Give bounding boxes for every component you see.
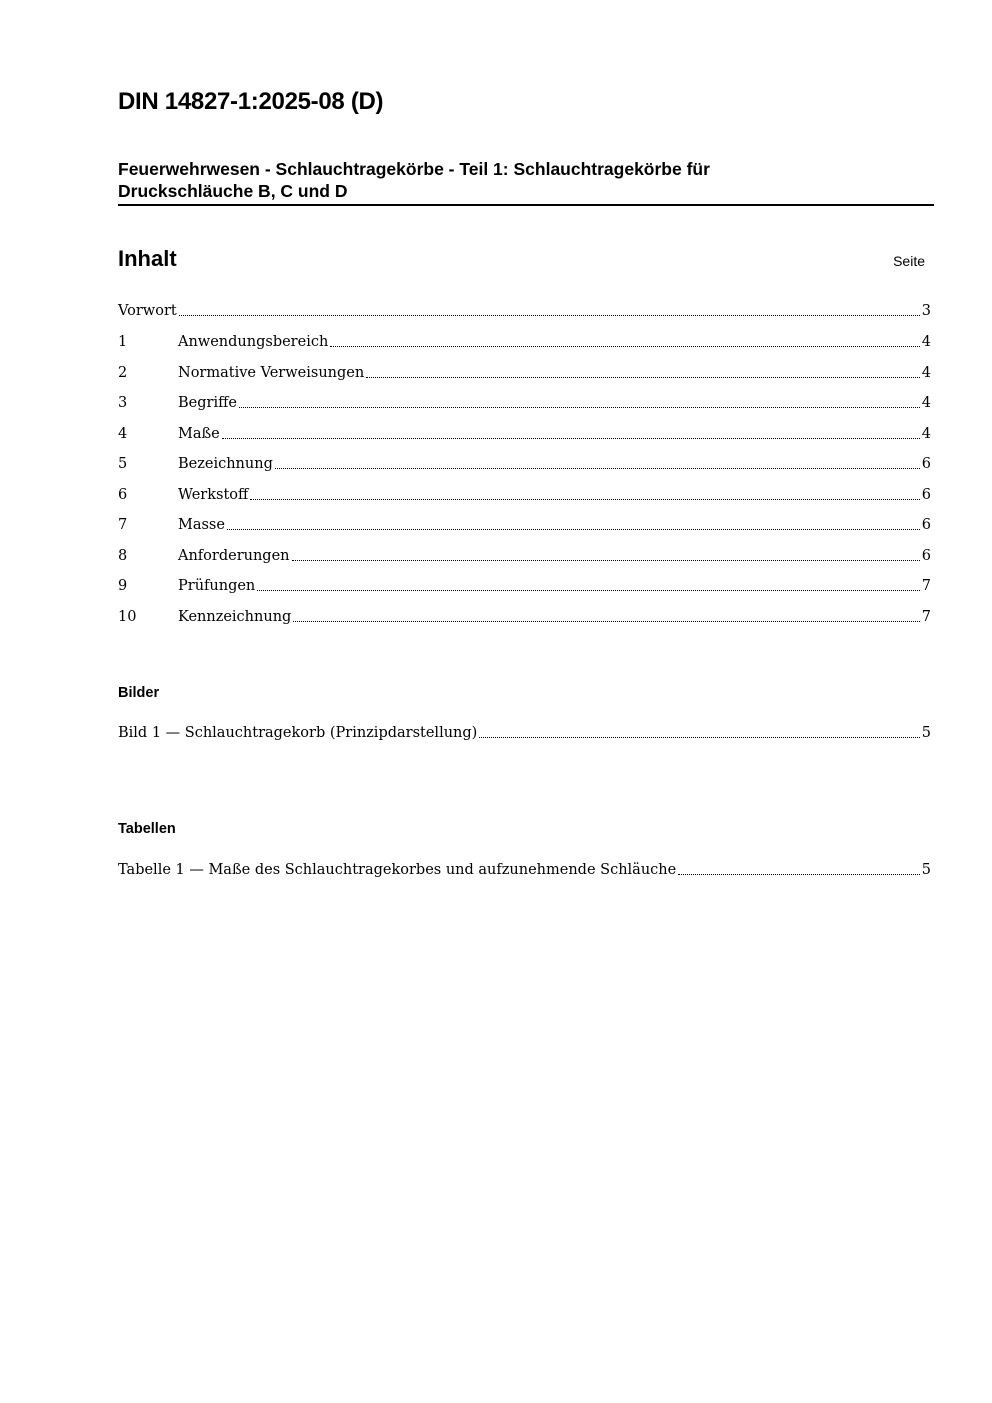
toc-entry-number: 6 [118, 487, 128, 503]
toc-entry-number: 7 [118, 517, 128, 533]
toc-entry-3[interactable] [118, 392, 931, 414]
toc-entry-8[interactable] [118, 545, 931, 567]
toc-entry-number: 4 [118, 426, 128, 442]
toc-entry-label: Vorwort [118, 303, 177, 319]
toc-entry-number: 10 [118, 609, 137, 625]
toc-leader-dots [678, 873, 920, 875]
document-title-line-1: Feuerwehrwesen - Schlauchtragekörbe - Teil 1: Schlauchtragekörbe für [118, 159, 710, 179]
toc-entry-1[interactable] [118, 331, 931, 353]
toc-entry-number: 1 [118, 334, 128, 350]
toc-leader-dots [479, 736, 919, 738]
toc-entry-number: 5 [118, 456, 128, 472]
tables-heading: Tabellen [118, 821, 176, 837]
toc-entry-4[interactable] [118, 423, 931, 445]
toc-leader-dots [293, 620, 919, 622]
figure-entry-label: Bild 1 — Schlauchtragekorb (Prinzipdarstellung) [118, 725, 478, 741]
toc-entry-number: 2 [118, 365, 128, 381]
toc-leader-dots [227, 528, 920, 530]
toc-entry-page: 6 [921, 487, 931, 503]
toc-leader-dots [366, 376, 920, 378]
toc-leader-dots [222, 437, 920, 439]
toc-leader-dots [179, 314, 920, 316]
toc-entry-label: Anwendungsbereich [178, 334, 329, 350]
toc-entry-7[interactable] [118, 514, 931, 536]
table-entry-label: Tabelle 1 — Maße des Schlauchtragekorbes und aufzunehmende Schläuche [118, 862, 677, 878]
toc-entry-page: 6 [921, 548, 931, 564]
toc-entry-9[interactable] [118, 575, 931, 597]
toc-entry-10[interactable] [118, 606, 931, 628]
figure-entry-page: 5 [921, 725, 931, 741]
toc-entry-vorwort[interactable] [118, 300, 931, 322]
toc-entry-label: Bezeichnung [178, 456, 273, 472]
toc-entry-page: 6 [921, 456, 931, 472]
toc-entry-page: 4 [921, 426, 931, 442]
toc-entry-page: 7 [921, 578, 931, 594]
toc-entry-label: Kennzeichnung [178, 609, 292, 625]
toc-entry-number: 8 [118, 548, 128, 564]
toc-leader-dots [275, 467, 920, 469]
document-title [118, 158, 933, 202]
toc-entry-label: Normative Verweisungen [178, 365, 365, 381]
toc-leader-dots [250, 498, 919, 500]
table-entry-page: 5 [921, 862, 931, 878]
toc-heading: Inhalt [118, 246, 177, 271]
toc-entry-number: 9 [118, 578, 128, 594]
toc-leader-dots [330, 345, 919, 347]
toc-entry-label: Maße [178, 426, 220, 442]
figures-heading: Bilder [118, 685, 160, 701]
toc-entry-page: 7 [921, 609, 931, 625]
document-id: DIN 14827-1:2025-08 (D) [118, 88, 384, 115]
toc-entry-6[interactable] [118, 484, 931, 506]
toc-entry-2[interactable] [118, 362, 931, 384]
toc-entry-label: Werkstoff [178, 487, 249, 503]
toc-entry-label: Prüfungen [178, 578, 256, 594]
toc-entry-label: Begriffe [178, 395, 237, 411]
toc-entry-page: 4 [921, 334, 931, 350]
toc-leader-dots [239, 406, 920, 408]
title-divider [118, 204, 934, 206]
table-entry-1[interactable] [118, 859, 931, 881]
toc-leader-dots [257, 589, 919, 591]
toc-entry-page: 4 [921, 395, 931, 411]
toc-entry-page: 6 [921, 517, 931, 533]
toc-entry-label: Masse [178, 517, 225, 533]
figure-entry-1[interactable] [118, 722, 931, 744]
toc-entry-number: 3 [118, 395, 128, 411]
toc-leader-dots [292, 559, 920, 561]
page-column-label: Seite [893, 253, 925, 269]
toc-entry-5[interactable] [118, 453, 931, 475]
document-title-line-2: Druckschläuche B, C und D [118, 181, 348, 201]
toc-entry-page: 3 [921, 303, 931, 319]
toc-entry-page: 4 [921, 365, 931, 381]
toc-entry-label: Anforderungen [178, 548, 290, 564]
